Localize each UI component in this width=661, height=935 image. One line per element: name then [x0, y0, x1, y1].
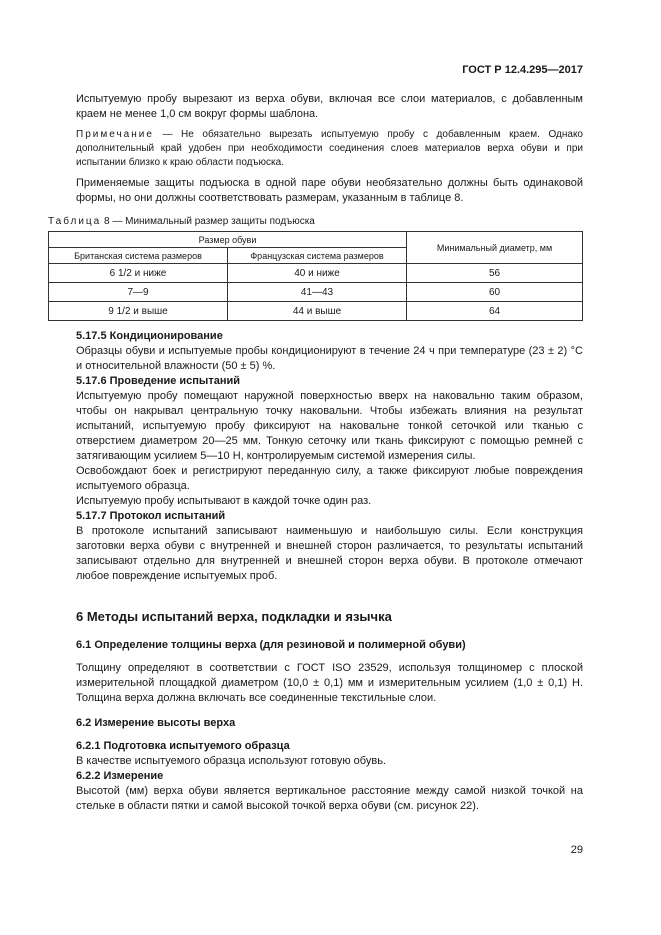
section-title-5-17-7: 5.17.7 Протокол испытаний — [76, 510, 226, 522]
paragraph-cut-sample: Испытуемую пробу вырезают из верха обуви, включая все слои материалов, с добавленным краем не менее 1,0 см вокруг формы шаблона. — [76, 93, 583, 120]
paragraph-thickness: Толщину определяют в соответствии с ГОСТ ISO 23529, используя толщиномер с плоской измерительной площадкой диаметром (10,0 ± 0,1) мм и измерительным усилием (1,0 ± 0,1) Н. Толщина верха должна включать все соединенные текстильные слои. — [76, 662, 583, 704]
page-number: 29 — [570, 844, 583, 856]
note-label: Примечание — [76, 129, 154, 140]
paragraph-once: Испытуемую пробу испытывают в каждой точке один раз. — [76, 495, 372, 507]
table-caption: Таблица 8 — Минимальный размер защиты подъюска — [48, 216, 315, 227]
table-cell: 41—43 — [228, 283, 407, 302]
table-cell: 56 — [407, 264, 583, 283]
section-title-6-2-2: 6.2.2 Измерение — [76, 770, 164, 782]
section-title-6-1: 6.1 Определение толщины верха (для резиновой и полимерной обуви) — [76, 639, 466, 651]
section-title-6-2: 6.2 Измерение высоты верха — [76, 717, 236, 729]
note — [76, 128, 583, 170]
paragraph-protocol: В протоколе испытаний записывают наименьшую и наибольшую силы. Если конструкция заготовки верха обуви с внутренней и внешней сторон различается, то результаты испытаний записывают отдельно для внутренней и внешней сторон верха обуви. В протоколе отмечают любое повреждение испытуемых проб. — [76, 525, 583, 582]
table-row — [49, 302, 583, 321]
table-header-french: Французская система размеров — [228, 248, 407, 264]
table-cell: 7—9 — [49, 283, 228, 302]
section-title-5-17-6: 5.17.6 Проведение испытаний — [76, 375, 240, 387]
section-title-6-2-1: 6.2.1 Подготовка испытуемого образца — [76, 740, 290, 752]
table-cell: 60 — [407, 283, 583, 302]
table-cell: 64 — [407, 302, 583, 321]
table-cell: 44 и выше — [228, 302, 407, 321]
note-text: — Не обязательно вырезать испытуемую пробу с добавленным краем. Однако дополнительный край удобен при необходимости соединения слоев материалов верха обуви и при испытании близко к краю области подъюска. — [76, 129, 583, 168]
table-row — [49, 283, 583, 302]
table-header-group: Размер обуви — [49, 232, 407, 248]
paragraph-sample-prep: В качестве испытуемого образца используют готовую обувь. — [76, 755, 386, 767]
page-content — [48, 92, 583, 814]
table-row — [49, 264, 583, 283]
section-title-5-17-5: 5.17.5 Кондиционирование — [76, 330, 223, 342]
paragraph-guards: Применяемые защиты подъюска в одной паре обуви необязательно должны быть одинаковой формы, но они должны соответствовать размерам, указанным в таблице 8. — [76, 177, 583, 204]
document-id: ГОСТ Р 12.4.295—2017 — [462, 64, 583, 76]
size-table — [48, 231, 583, 321]
paragraph-procedure: Испытуемую пробу помещают наружной поверхностью вверх на наковальню таким образом, чтобы он накрывал центральную точку наковальни. Чтобы избежать влияния на результат испытаний, испытуемую пробу фиксируют на наковальне тонкой сеточкой или тканью с отверстием диаметром 20—25 мм. Тонкую сеточку или ткань фиксируют с помощью ремней с затягивающим усилием 5—10 Н, контролируемым системой измерения силы. — [76, 390, 583, 462]
table-cell: 9 1/2 и выше — [49, 302, 228, 321]
paragraph-conditioning: Образцы обуви и испытуемые пробы кондиционируют в течение 24 ч при температуре (23 ± 2) °С и относительной влажности (50 ± 5) %. — [76, 345, 583, 372]
table-cell: 6 1/2 и ниже — [49, 264, 228, 283]
table-header-british: Британская система размеров — [49, 248, 228, 264]
table-header-diameter: Минимальный диаметр, мм — [407, 232, 583, 264]
paragraph-height: Высотой (мм) верха обуви является вертикальное расстояние между самой низкой точкой на стельке в области пятки и самой высокой точкой верха обуви (см. рисунок 22). — [76, 785, 583, 812]
paragraph-release: Освобождают боек и регистрируют переданную силу, а также фиксируют любые повреждения испытуемого образца. — [76, 465, 583, 492]
table-cell: 40 и ниже — [228, 264, 407, 283]
section-title-6: 6 Методы испытаний верха, подкладки и язычка — [76, 609, 392, 624]
